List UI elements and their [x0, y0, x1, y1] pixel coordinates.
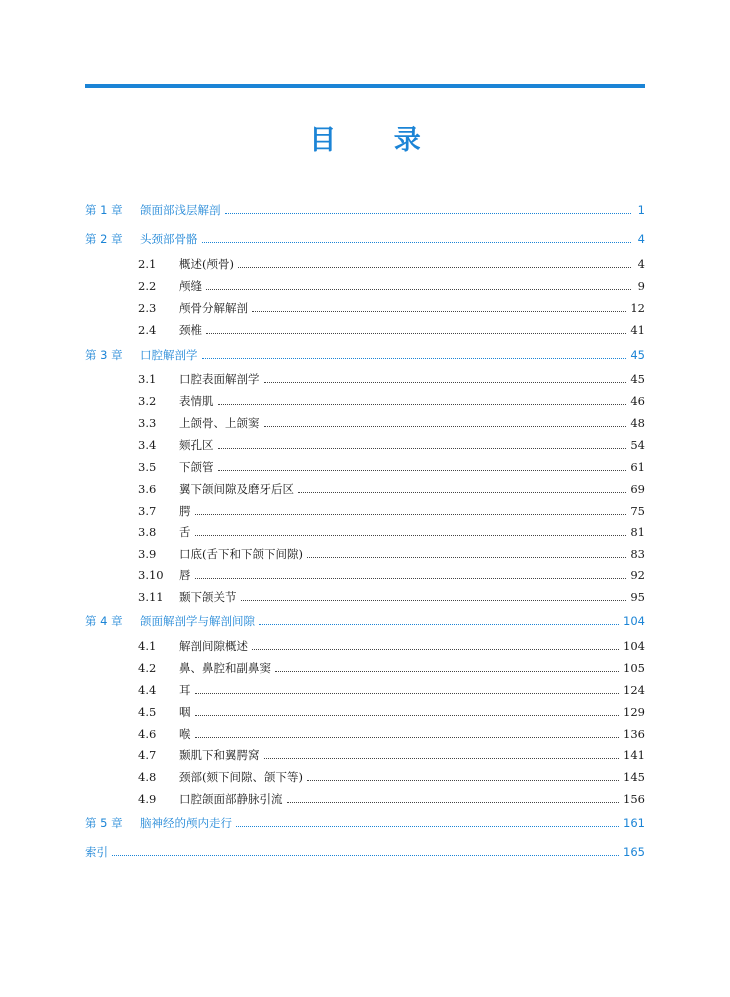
toc-entry-number: 3.6 [138, 482, 157, 496]
toc-entry-number: 第 2 章 [85, 232, 123, 246]
toc-chapter-entry[interactable] [85, 230, 645, 248]
toc-entry-number: 第 5 章 [85, 816, 123, 830]
toc-entry-label: 上颌骨、上颌窦 [179, 416, 260, 430]
toc-entry-label: 颞肌下和翼腭窝 [179, 748, 260, 762]
dot-leader [195, 534, 627, 536]
toc-entry-label: 解剖间隙概述 [179, 639, 248, 653]
toc-section-entry[interactable] [138, 725, 645, 743]
toc-entry-number: 3.5 [138, 460, 157, 474]
toc-section-entry[interactable] [138, 299, 645, 317]
toc-entry-number: 第 1 章 [85, 203, 123, 217]
toc-entry-label: 颏孔区 [179, 438, 214, 452]
toc-entry-page-number: 4 [637, 232, 645, 246]
toc-entry-page-number: 41 [630, 323, 645, 337]
top-rule [85, 84, 645, 88]
toc-section-entry[interactable] [138, 659, 645, 677]
dot-leader [195, 736, 620, 738]
toc-section-entry[interactable] [138, 255, 645, 273]
toc-section-entry[interactable] [138, 523, 645, 541]
dot-leader [238, 266, 631, 268]
toc-section-entry[interactable] [138, 545, 645, 563]
toc-entry-label: 舌 [179, 525, 191, 539]
toc-entry-page-number: 129 [623, 705, 645, 719]
toc-entry-page-number: 156 [623, 792, 645, 806]
toc-chapter-entry[interactable] [85, 201, 645, 219]
toc-entry-label: 颌面解剖学与解剖间隙 [140, 614, 255, 628]
toc-entry-page-number: 104 [623, 639, 645, 653]
dot-leader [298, 491, 626, 493]
toc-entry-page-number: 12 [630, 301, 645, 315]
toc-entry-page-number: 105 [623, 661, 645, 675]
toc-section-entry[interactable] [138, 414, 645, 432]
toc-chapter-entry[interactable] [85, 612, 645, 630]
toc-entry-page-number: 75 [630, 504, 645, 518]
toc-chapter-entry[interactable] [85, 346, 645, 364]
toc-entry-label: 概述(颅骨) [179, 257, 234, 271]
toc-entry-label: 口腔解剖学 [140, 348, 198, 362]
toc-entry-number: 3.2 [138, 394, 157, 408]
toc-section-entry[interactable] [138, 392, 645, 410]
toc-section-entry[interactable] [138, 768, 645, 786]
toc-section-entry[interactable] [138, 566, 645, 584]
toc-entry-label: 颞下颌关节 [179, 590, 237, 604]
toc-entry-page-number: 54 [630, 438, 645, 452]
toc-entry-label: 口底(舌下和下颌下间隙) [179, 547, 303, 561]
toc-section-entry[interactable] [138, 502, 645, 520]
toc-entry-page-number: 95 [630, 590, 645, 604]
toc-entry-page-number: 161 [623, 816, 645, 830]
toc-section-entry[interactable] [138, 637, 645, 655]
toc-entry-label: 头颈部骨骼 [140, 232, 198, 246]
toc-entry-label: 腭 [179, 504, 191, 518]
toc-entry-number: 3.3 [138, 416, 157, 430]
toc-entry-page-number: 104 [623, 614, 645, 628]
toc-entry-page-number: 61 [630, 460, 645, 474]
toc-entry-page-number: 45 [630, 348, 645, 362]
toc-section-entry[interactable] [138, 458, 645, 476]
toc-entry-page-number: 124 [623, 683, 645, 697]
toc-entry-page-number: 136 [623, 727, 645, 741]
toc-section-entry[interactable] [138, 703, 645, 721]
toc-entry-page-number: 46 [630, 394, 645, 408]
toc-entry-label: 口腔颌面部静脉引流 [179, 792, 283, 806]
toc-entry-number: 3.10 [138, 568, 164, 582]
toc-entry-number: 2.2 [138, 279, 157, 293]
toc-entry-label: 咽 [179, 705, 191, 719]
dot-leader [275, 670, 619, 672]
toc-entry-number: 3.9 [138, 547, 157, 561]
toc-entry-label: 翼下颌间隙及磨牙后区 [179, 482, 294, 496]
dot-leader [195, 577, 627, 579]
dot-leader [225, 212, 632, 214]
toc-entry-number: 第 4 章 [85, 614, 123, 628]
toc-section-entry[interactable] [138, 370, 645, 388]
toc-entry-number: 4.4 [138, 683, 157, 697]
toc-entry-label: 表情肌 [179, 394, 214, 408]
toc-entry-page-number: 45 [630, 372, 645, 386]
toc-entry-number: 4.9 [138, 792, 157, 806]
toc-entry-number: 3.1 [138, 372, 157, 386]
dot-leader [206, 332, 626, 334]
toc-entry-page-number: 141 [623, 748, 645, 762]
dot-leader [112, 854, 619, 856]
toc-section-entry[interactable] [138, 436, 645, 454]
toc-entry-label: 鼻、鼻腔和副鼻窦 [179, 661, 271, 675]
toc-section-entry[interactable] [138, 588, 645, 606]
toc-entry-page-number: 4 [637, 257, 645, 271]
dot-leader [195, 692, 620, 694]
toc-entry-number: 4.6 [138, 727, 157, 741]
toc-section-entry[interactable] [138, 277, 645, 295]
toc-entry-page-number: 83 [630, 547, 645, 561]
toc-entry-number: 4.5 [138, 705, 157, 719]
toc-entry-page-number: 81 [630, 525, 645, 539]
toc-chapter-entry[interactable] [85, 814, 645, 832]
toc-entry-label: 下颌管 [179, 460, 214, 474]
toc-entry-page-number: 165 [623, 845, 645, 859]
toc-entry-number: 4.8 [138, 770, 157, 784]
toc-entry-number: 3.4 [138, 438, 157, 452]
dot-leader [195, 513, 627, 515]
toc-entry-number: 2.1 [138, 257, 157, 271]
toc-entry-label: 颅骨分解解剖 [179, 301, 248, 315]
toc-entry-number: 3.11 [138, 590, 164, 604]
dot-leader [218, 447, 627, 449]
toc-entry-label: 口腔表面解剖学 [179, 372, 260, 386]
dot-leader [264, 381, 627, 383]
toc-entry-page-number: 145 [623, 770, 645, 784]
toc-section-entry[interactable] [138, 321, 645, 339]
dot-leader [259, 623, 619, 625]
toc-chapter-entry[interactable] [85, 843, 645, 861]
toc-entry-number: 3.8 [138, 525, 157, 539]
toc-entry-label: 颈部(颏下间隙、颌下等) [179, 770, 303, 784]
page-title: 目 录 [309, 125, 445, 156]
dot-leader [195, 714, 620, 716]
toc-entry-number: 4.1 [138, 639, 157, 653]
dot-leader [218, 403, 627, 405]
toc-entry-page-number: 1 [637, 203, 645, 217]
dot-leader [307, 779, 619, 781]
toc-entry-label: 索引 [85, 845, 108, 859]
toc-entry-label: 唇 [179, 568, 191, 582]
toc-entry-number: 4.2 [138, 661, 157, 675]
dot-leader [264, 757, 620, 759]
toc-entry-label: 脑神经的颅内走行 [140, 816, 232, 830]
toc-entry-label: 颅缝 [179, 279, 202, 293]
toc-entry-page-number: 69 [630, 482, 645, 496]
dot-leader [236, 825, 619, 827]
dot-leader [307, 556, 626, 558]
toc-entry-number: 4.7 [138, 748, 157, 762]
dot-leader [252, 648, 619, 650]
dot-leader [202, 357, 627, 359]
toc-entry-label: 颈椎 [179, 323, 202, 337]
dot-leader [264, 425, 627, 427]
toc-entry-number: 2.4 [138, 323, 157, 337]
toc-entry-page-number: 48 [630, 416, 645, 430]
toc-entry-label: 喉 [179, 727, 191, 741]
toc-entry-number: 3.7 [138, 504, 157, 518]
toc-entry-label: 耳 [179, 683, 191, 697]
dot-leader [206, 288, 631, 290]
toc-section-entry[interactable] [138, 790, 645, 808]
dot-leader [287, 801, 620, 803]
toc-entry-number: 第 3 章 [85, 348, 123, 362]
dot-leader [252, 310, 626, 312]
dot-leader [202, 241, 632, 243]
toc-section-entry[interactable] [138, 681, 645, 699]
toc-entry-page-number: 9 [637, 279, 645, 293]
dot-leader [241, 599, 627, 601]
toc-entry-page-number: 92 [630, 568, 645, 582]
toc-entry-label: 颌面部浅层解剖 [140, 203, 221, 217]
dot-leader [218, 469, 627, 471]
toc-section-entry[interactable] [138, 480, 645, 498]
toc-entry-number: 2.3 [138, 301, 157, 315]
toc-section-entry[interactable] [138, 746, 645, 764]
